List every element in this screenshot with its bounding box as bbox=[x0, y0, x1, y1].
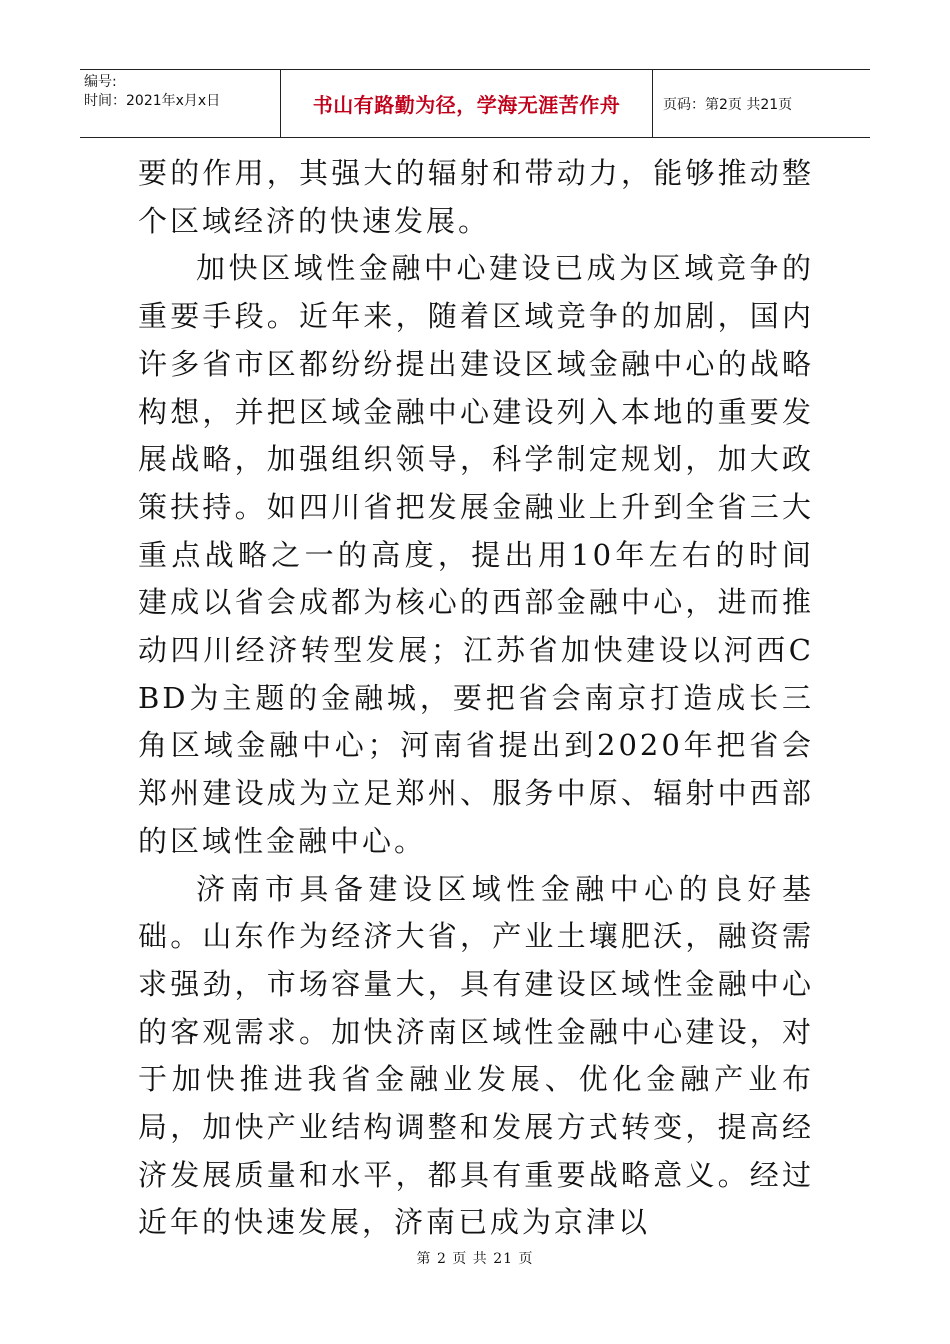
header-meta bbox=[80, 70, 281, 137]
paragraph-jinan-foundation: 济南市具备建设区域性金融中心的良好基础。山东作为经济大省，产业土壤肥沃，融资需求强劲，市场容量大，具有建设区域性金融中心的客观需求。加快济南区域性金融中心建设，对于加快推进我省金融业发展、优化金融产业布局，加快产业结构调整和发展方式转变，提高经济发展质量和水平，都具有重要战略意义。经过近年的快速发展，济南已成为京津以 bbox=[138, 871, 814, 1240]
paragraph-regional-competition: 加快区域性金融中心建设已成为区域竞争的重要手段。近年来，随着区域竞争的加剧，国内许多省市区都纷纷提出建设区域金融中心的战略构想，并把区域金融中心建设列入本地的重要发展战略，加强组织领导，科学制定规划，加大政策扶持。如四川省把发展金融业上升到全省三大重点战略之一的高度，提出用10年左右的时间建成以省会成都为核心的西部金融中心，进而推动四川经济转型发展；江苏省加快建设以河西CBD为主题的金融城，要把省会南京打造成长三角区域金融中心；河南省提出到2020年把省会郑州建设成为立足郑州、服务中原、辐射中西部的区域性金融中心。 bbox=[138, 251, 814, 858]
doc-number-label: 编号: bbox=[84, 74, 117, 90]
page-header bbox=[80, 69, 870, 138]
paragraph-continuation: 要的作用，其强大的辐射和带动力，能够推动整个区域经济的快速发展。 bbox=[138, 156, 814, 238]
header-motto: 书山有路勤为径，学海无涯苦作舟 bbox=[281, 70, 653, 137]
header-page-info: 页码：第2页 共21页 bbox=[663, 96, 793, 113]
page-footer: 第 2 页 共 21 页 bbox=[416, 1251, 534, 1267]
document-body bbox=[138, 150, 814, 1247]
date-label: 时间：2021年x月x日 bbox=[84, 93, 221, 109]
